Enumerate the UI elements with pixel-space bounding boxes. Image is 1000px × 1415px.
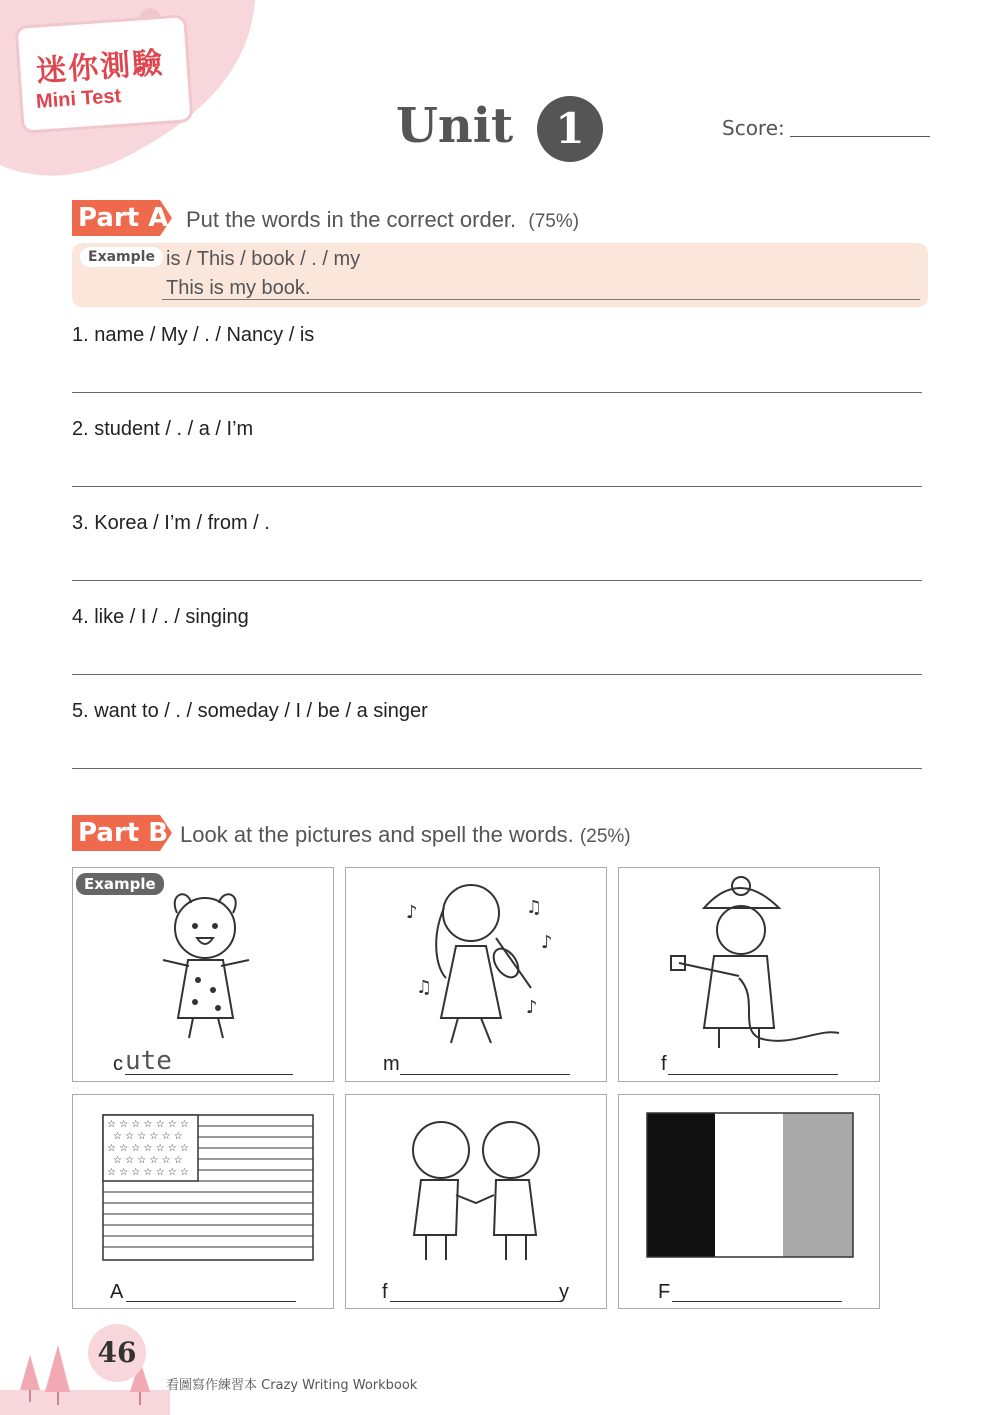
cell-1-answer: ute xyxy=(125,1046,172,1076)
part-b-percent: (25%) xyxy=(579,826,631,847)
unit-number: 1 xyxy=(537,96,603,162)
picture-cell-french-flag xyxy=(618,1094,880,1309)
footer-book-title: 看圖寫作練習本 Crazy Writing Workbook xyxy=(166,1378,418,1393)
cell-5-blank[interactable] xyxy=(390,1301,560,1302)
answer-line-1[interactable] xyxy=(72,392,922,393)
french-flag-icon xyxy=(619,1095,881,1310)
svg-text:♪: ♪ xyxy=(406,902,418,923)
picture-cell-firefighter xyxy=(618,867,880,1082)
example-answer-line xyxy=(162,299,920,300)
question-2: 2. student / . / a / I’m xyxy=(72,418,254,440)
answer-line-2[interactable] xyxy=(72,486,922,487)
cell-2-blank[interactable] xyxy=(400,1074,570,1075)
cell-5-prefix: f xyxy=(382,1281,388,1303)
question-3: 3. Korea / I’m / from / . xyxy=(72,512,270,534)
firefighter-icon xyxy=(619,868,881,1083)
score-field[interactable] xyxy=(790,136,930,137)
badge-chinese-title: 迷你測驗 xyxy=(35,45,166,90)
cell-3-prefix: f xyxy=(661,1053,667,1075)
badge-english-title: Mini Test xyxy=(35,85,122,113)
svg-text:♫: ♫ xyxy=(416,977,433,998)
part-a-tag: Part A xyxy=(72,200,172,236)
picture-cell-girl xyxy=(72,867,334,1082)
cell-6-blank[interactable] xyxy=(672,1301,842,1302)
unit-title: Unit xyxy=(396,98,514,154)
cell-4-prefix: A xyxy=(110,1281,124,1303)
part-a-percent: (75%) xyxy=(528,211,580,232)
svg-text:☆ ☆ ☆ ☆ ☆ ☆ ☆: ☆ ☆ ☆ ☆ ☆ ☆ ☆ xyxy=(107,1119,189,1130)
cell-4-blank[interactable] xyxy=(126,1301,296,1302)
picture-cell-us-flag xyxy=(72,1094,334,1309)
svg-text:♪: ♪ xyxy=(541,932,553,953)
svg-text:☆ ☆ ☆ ☆ ☆ ☆: ☆ ☆ ☆ ☆ ☆ ☆ xyxy=(113,1131,183,1142)
friends-shaking-hands-icon xyxy=(346,1095,608,1310)
svg-text:☆ ☆ ☆ ☆ ☆ ☆: ☆ ☆ ☆ ☆ ☆ ☆ xyxy=(113,1155,183,1166)
part-b-example-label: Example xyxy=(76,873,164,895)
cell-6-prefix: F xyxy=(658,1281,671,1303)
cell-5-suffix: y xyxy=(559,1281,569,1303)
question-1: 1. name / My / . / Nancy / is xyxy=(72,324,315,346)
part-b-tag: Part B xyxy=(72,815,172,851)
svg-text:♫: ♫ xyxy=(526,897,543,918)
answer-line-5[interactable] xyxy=(72,768,922,769)
picture-cell-friends xyxy=(345,1094,607,1309)
svg-text:☆ ☆ ☆ ☆ ☆ ☆ ☆: ☆ ☆ ☆ ☆ ☆ ☆ ☆ xyxy=(107,1167,189,1178)
american-flag-icon xyxy=(73,1095,335,1310)
example-answer: This is my book. xyxy=(166,277,311,299)
question-5: 5. want to / . / someday / I / be / a singer xyxy=(72,700,428,722)
picture-cell-violin xyxy=(345,867,607,1082)
page-number: 46 xyxy=(88,1324,146,1382)
part-b-instruction: Look at the pictures and spell the words. (25%) xyxy=(180,822,631,847)
part-a-instruction: Put the words in the correct order. (75%) xyxy=(186,207,580,232)
example-label: Example xyxy=(80,247,163,267)
cell-3-blank[interactable] xyxy=(668,1074,838,1075)
answer-line-4[interactable] xyxy=(72,674,922,675)
violin-girl-icon xyxy=(346,868,608,1083)
answer-line-3[interactable] xyxy=(72,580,922,581)
svg-text:♪: ♪ xyxy=(526,997,538,1018)
score-label: Score: xyxy=(722,116,785,140)
question-4: 4. like / I / . / singing xyxy=(72,606,249,628)
cell-2-prefix: m xyxy=(383,1053,400,1075)
svg-text:☆ ☆ ☆ ☆ ☆ ☆ ☆: ☆ ☆ ☆ ☆ ☆ ☆ ☆ xyxy=(107,1143,189,1154)
footer-trees-decoration xyxy=(0,1330,170,1415)
cell-1-blank[interactable] xyxy=(125,1074,293,1075)
cell-1-prefix: c xyxy=(113,1053,123,1075)
example-question: is / This / book / . / my xyxy=(166,248,361,270)
smiling-girl-icon xyxy=(73,868,335,1083)
